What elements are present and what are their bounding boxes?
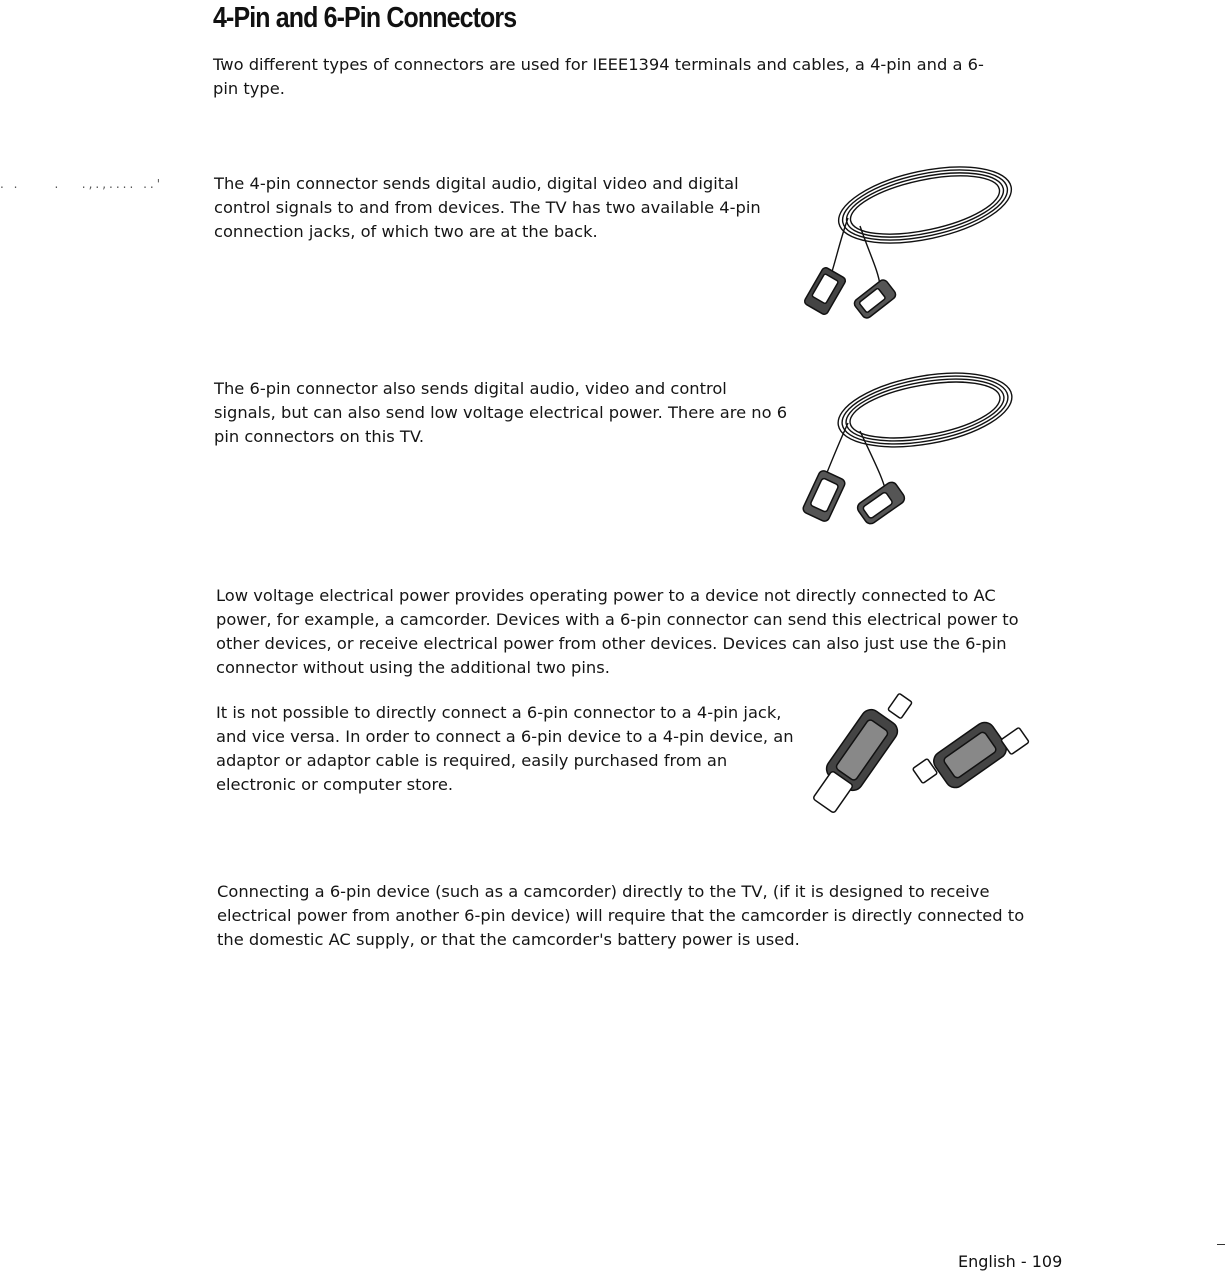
camcorder-paragraph: Connecting a 6-pin device (such as a camcorder) directly to the TV, (if it is designed to receive electrical power from another 6-pin device) will require that the camcorder is directly connected to the domestic AC supply, or that the camcorder's battery power is used. — [217, 882, 1025, 949]
margin-marks: . . . .,.,.... ..' — [0, 177, 164, 191]
six-pin-paragraph: The 6-pin connector also sends digital audio, video and control signals, but can also send low voltage electrical power. There are no 6 pin connectors on this TV. — [214, 379, 788, 446]
four-pin-paragraph: The 4-pin connector sends digital audio, digital video and digital control signals to and from devices. The TV has two available 4-pin connection jacks, of which two are at the back. — [214, 174, 761, 241]
edge-mark — [1217, 1244, 1225, 1245]
low-voltage-paragraph: Low voltage electrical power provides operating power to a device not directly connected to AC power, for example, a camcorder. Devices with a 6-pin connector can send this electrical power to other devices, or receive electrical power from other devices. Devices can also just use the 6-pin connector without using the additional two pins. — [216, 586, 1019, 677]
four-pin-cable-image — [800, 160, 1030, 328]
page-title: 4-Pin and 6-Pin Connectors — [213, 2, 517, 34]
page-number: English - 109 — [958, 1252, 1063, 1271]
intro-paragraph: Two different types of connectors are used for IEEE1394 terminals and cables, a 4-pin and a 6-pin type. — [213, 55, 984, 98]
adaptor-image — [800, 690, 1035, 820]
six-pin-cable-image — [800, 365, 1030, 533]
adaptor-paragraph: It is not possible to directly connect a 6-pin connector to a 4-pin jack, and vice versa. In order to connect a 6-pin device to a 4-pin device, an adaptor or adaptor cable is required, easily purchased from an electronic or computer store. — [216, 703, 794, 794]
